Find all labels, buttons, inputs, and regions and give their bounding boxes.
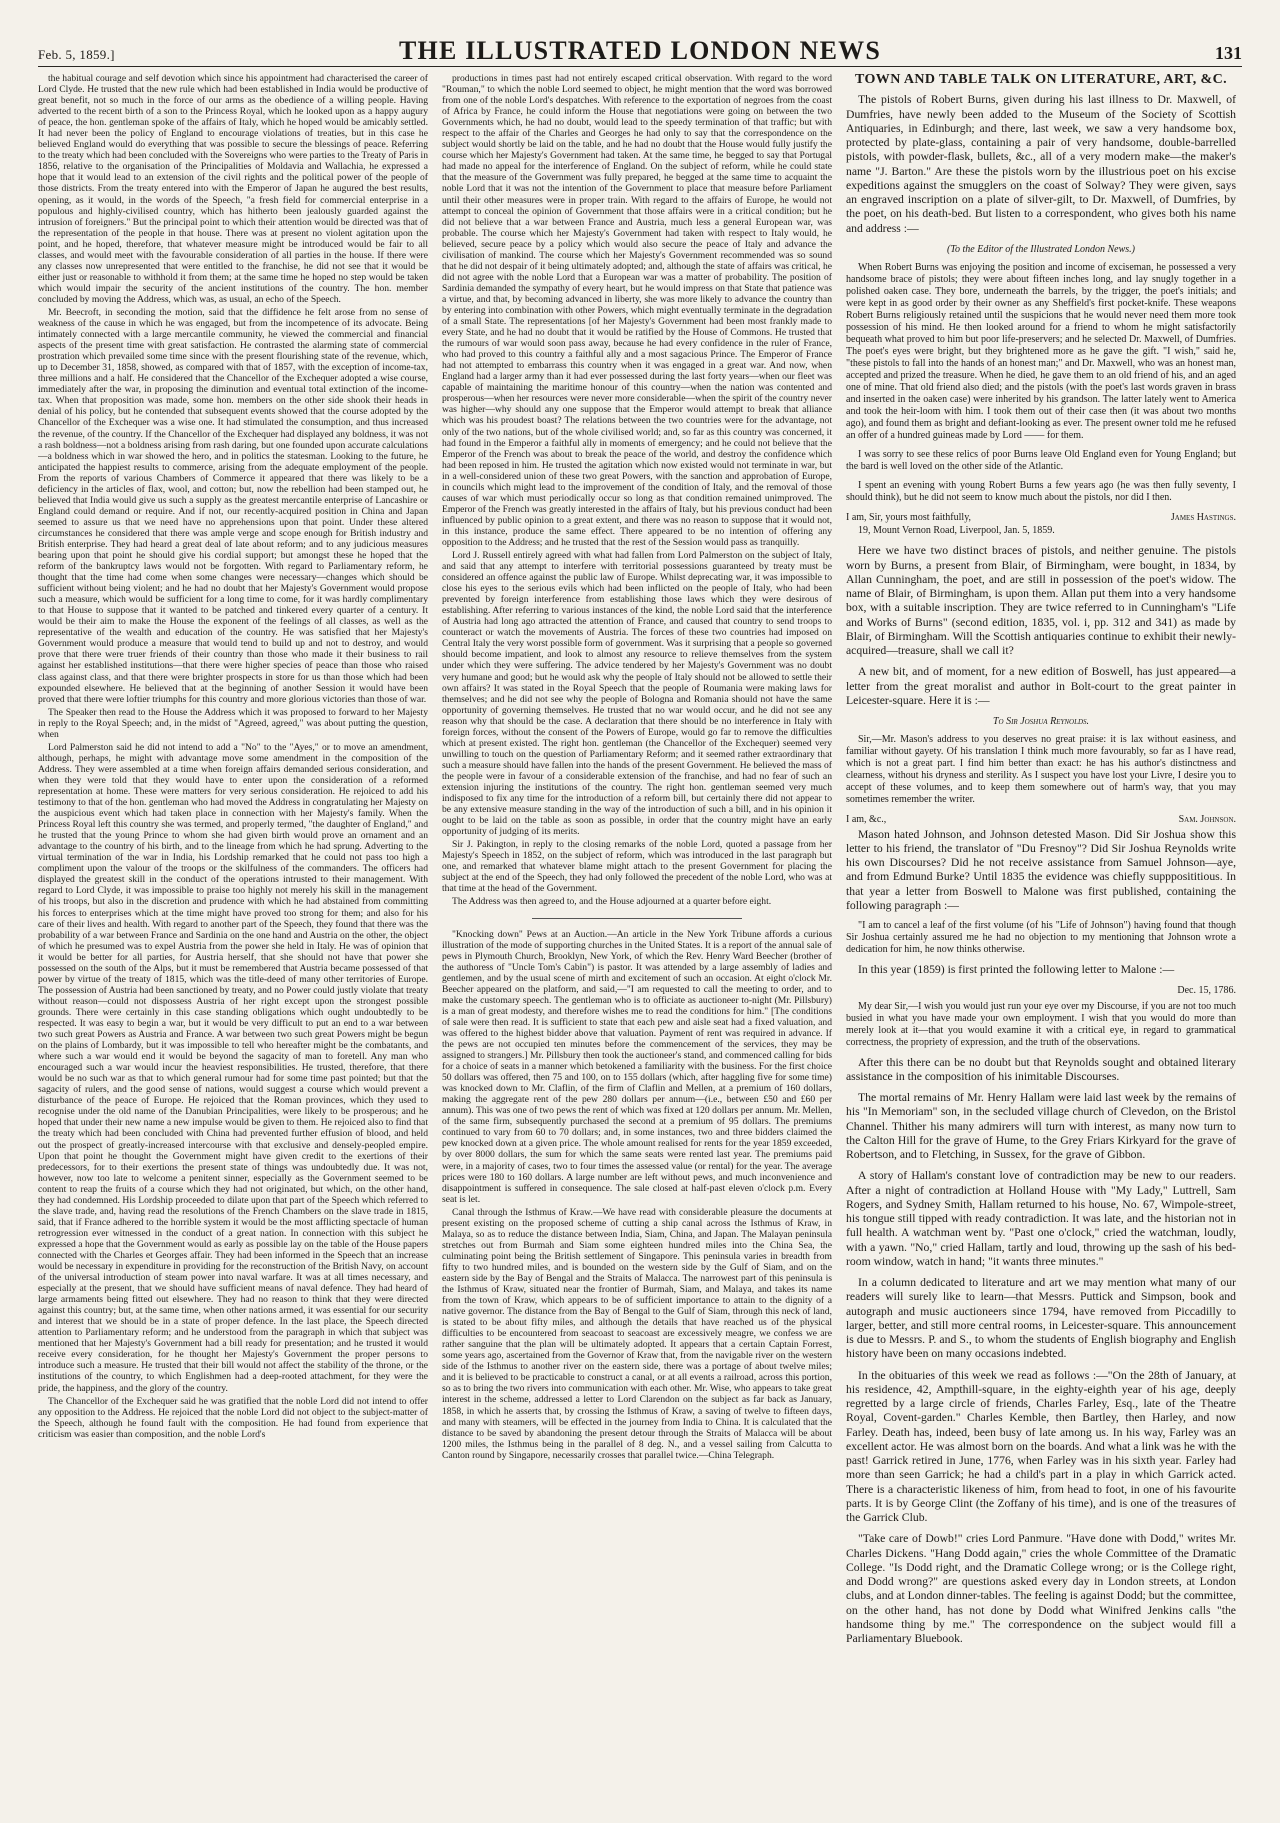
paragraph: The pistols of Robert Burns, given during his last illness to Dr. Maxwell, of Dumfries, have newly been added to the Museum of the Society of Scottish Antiquaries, in Edinburgh; and there, last week, we saw a very handsome box, protected by plate-glass, containing a pair of very handsome, double-barrelled pistols, with powder-flask, bullets, &c., all of a very modern make—the maker's name "J. Barton." Are these the pistols worn by the illustrious poet on his excise expeditions against the smugglers on the coast of Solway? They were given, says an engraved inscription on a plate of silver-gilt, to Dr. Maxwell, of Dumfries, by the poet, on his death-bed. But listen to a correspondent, who gives both his name and address :— xyxy=(846,93,1236,235)
paragraph: After this there can be no doubt but that Reynolds sought and obtained literary assistance in the composition of his inimitable Discourses. xyxy=(846,1055,1236,1083)
letter-paragraph: Sir,—Mr. Mason's address to you deserves no great praise: it is lax without easiness, and familiar without gayety. Of his translation I think much more favourably, so far as I have read, which is not a great part. I find him better than exact: he has his author's distinctness and clearness, without his dryness and sterility. As I suspect you have lost your Livre, I desire you to accept of these volumes, and to keep them somewhere out of harm's way, that you may sometimes remember the writer. xyxy=(846,734,1236,806)
paragraph: Lord J. Russell entirely agreed with what had fallen from Lord Palmerston on the subject of Italy, and said that any attempt to interfere with territorial possessions guaranteed by treaty must be considered an offence against the public law of Europe. Whilst deprecating war, it was impossible to close his eyes to the serious evils which had been inflicted on the people of Italy, who had been prevented by foreign interference from establishing those laws which they were desirous of establishing. After referring to various instances of the kind, the noble Lord said that the interference of Austria had long ago attracted the attention of France, and caused that country to send troops to counteract or watch the movements of Austria. The forces of these two countries had imposed on Central Italy the very worst possible form of government. Was it surprising that a people so governed should become impatient, and look to almost any resource to relieve themselves from the system under which they were suffering. The advice tendered by her Majesty's Government was no doubt very humane and good; but he would ask why the people of Italy should not be allowed to settle their own affairs? It was stated in the Royal Speech that the people of Roumania were making laws for themselves; and he did not see why the people of Bologna and Romania should not have the same opportunity of governing themselves. He trusted that no war would occur, and he did not see any reason why that should be the case. A declaration that there should be no interference in Italy with foreign forces, without the consent of the Powers of Europe, would go far to remove the difficulties which at present existed. The right hon. gentleman (the Chancellor of the Exchequer) seemed very unwilling to touch on the question of Parliamentary Reform; and it seemed rather extraordinary that such a measure should have fallen into the hands of the present Government. He believed the mass of the people were in favour of a considerable extension of the franchise, and had no fear of such an extension injuring the institutions of the country. The right hon. gentleman seemed very much indisposed to fix any time for the introduction of a reform bill, but certainly there did not appear to be any extensive measure standing in the way of the introduction of such a bill, and in his opinion it ought to be laid on the table as soon as possible, in order that the country might have an early opportunity of judging of its merits. xyxy=(442,550,832,838)
quoted-paragraph: "I am to cancel a leaf of the first volume (of his "Life of Johnson") having found that though Sir Joshua certainly assured me he had no objection to my mentioning that Johnson wrote a dedication for him, he now thinks otherwise. xyxy=(846,920,1236,955)
paragraph: "Take care of Dowb!" cries Lord Panmure. "Have done with Dodd," writes Mr. Charles Dickens. "Hang Dodd again," cries the whole Committee of the Dramatic College. "Is Dodd right, and the Dramatic College wrong; or is the College right, and Dodd wrong?" are questions asked every day in London streets, at London clubs, and at London dinner-tables. The feeling is against Dodd; but the committee, on the other hand, has not done by Dodd what Winifred Jenkins calls "the handsome thing by me." The correspondence on the subject would fill a Parliamentary Bluebook. xyxy=(846,1532,1236,1645)
paragraph: In this year (1859) is first printed the following letter to Malone :— xyxy=(858,963,1175,976)
signature-name: Sam. Johnson. xyxy=(1178,814,1236,826)
column-1 xyxy=(38,73,428,1803)
page-number: 131 xyxy=(1215,43,1242,63)
columns xyxy=(38,73,1242,1803)
newspaper-title: THE ILLUSTRATED LONDON NEWS xyxy=(399,36,881,65)
paragraph: The mortal remains of Mr. Henry Hallam were laid last week by the remains of his "In Memoriam" son, in the secluded village church of Clevedon, on the Bristol Channel. Thither his many admirers will turn with interest, as many now turn to the Calton Hill for the grave of Hume, to the Grey Friars Kirkyard for the grave of Robertson, and to Fletching, in Sussex, for the grave of Gibbon. xyxy=(846,1091,1236,1161)
letter-date: Dec. 15, 1786. xyxy=(1177,985,1236,997)
column-2 xyxy=(442,73,832,1803)
letter-paragraph: My dear Sir,—I wish you would just run your eye over my Discourse, if you are not too much busied in what you have made your own employment. I wish that you would do more than merely look at it—that you would examine it with a critical eye, in regard to grammatical correctness, the propriety of expression, and the truth of the observations. xyxy=(846,1000,1236,1048)
paragraph-kraw-canal: Canal through the Isthmus of Kraw.—We have read with considerable pleasure the documents at present existing on the proposed scheme of cutting a ship canal across the Isthmus of Kraw, in Malaya, so as to reduce the distance between India, Siam, China, and Japan. The Malayan peninsula stretches out from Burmah and Siam some eighteen hundred miles into the China Sea, the culminating point being the British settlement of Singapore. This peninsula varies in breadth from fifty to two hundred miles, and is bounded on the western side by the Gulf of Siam, and on the eastern side by the Bay of Bengal and the Straits of Malacca. The narrowest part of this peninsula is the Isthmus of Kraw, situated near the frontier of Burmah, Siam, and Malaya, and takes its name from the town of Kraw, which appears to be of sufficient importance to attain to the dignity of a native governor. The distance from the Bay of Bengal to the Gulf of Siam, through this neck of land, is stated to be about fifty miles, and although the details that have reached us of the physical difficulties to be encountered from seacoast to seacoast are excessively meagre, we confess we are rather sanguine that the plan will be ultimately adopted. It appears that a certain Captain Forrest, some years ago, ascertained from the Governor of Kraw that, from the navigable river on the western side of the Isthmus to another river on the eastern side, there was a portage of about twelve miles; and it is believed to be practicable to construct a canal, or at all events a railroad, across this portion, so as to bring the two rivers into communication with each other. Mr. Wise, who appears to take great interest in the scheme, addressed a letter to Lord Clarendon on the subject as far back as January, 1858, in which he asserts that, by crossing the Isthmus of Kraw, a saving of twelve to fifteen days, and many with steamers, will be effected in the journey from India to China. It is calculated that the distance to be saved by abandoning the present detour through the Straits of Malacca will be about 1200 miles, the Isthmus being in the parallel of 8 deg. N., and a vessel sailing from Calcutta to Canton round by Singapore, necessarily crosses that parallel twice.—China Telegraph. xyxy=(442,1206,832,1461)
paragraph: In a column dedicated to literature and art we may mention what many of our readers will surely like to learn—that Messrs. Puttick and Simpson, book and autograph and music auctioneers since 1794, have removed from Piccadilly to larger, better, and still more central rooms, in Leicester-square. This announcement is due to Messrs. P. and S., to whom the students of English biography and English history have been on many occasions indebted. xyxy=(846,1276,1236,1361)
paragraph: The Speaker then read to the House the Address which it was proposed to forward to her Majesty in reply to the Royal Speech; and, in the midst of "Agreed, agreed," was about putting the question, when xyxy=(38,706,428,740)
letter-heading: To Sir Joshua Reynolds. xyxy=(992,716,1090,727)
paragraph: The Address was then agreed to, and the House adjourned at a quarter before eight. xyxy=(452,896,772,908)
paragraph: Mason hated Johnson, and Johnson detested Mason. Did Sir Joshua show this letter to his friend, the translator of "Du Fresnoy"? Did Sir Joshua Reynolds write his own Discourses? Did he not receive assistance from Samuel Johnson—aye, and from Edmund Burke? Until 1835 the evidence was chiefly suppposititious. In that year a letter from Boswell to Malone was first published, containing the following paragraph :— xyxy=(846,827,1236,912)
paragraph: A new bit, and of moment, for a new edition of Boswell, has just appeared—a letter from the great moralist and author in Bolt-court to the great painter in Leicester-square. Here it is :— xyxy=(846,665,1236,707)
paragraph-pews-auction: "Knocking down" Pews at an Auction.—An article in the New York Tribune affords a curious illustration of the mode of supporting churches in the United States. It is a report of the annual sale of pews in Plymouth Church, Brooklyn, New York, of which the Rev. Henry Ward Beecher (brother of the authoress of "Uncle Tom's Cabin") is pastor. It was attended by a large assembly of ladies and gentlemen, and by the usual scene of mirth and excitement of such an occasion. At eight o'clock Mr. Beecher appeared on the platform, and said,—"I am requested to call the meeting to order, and to make the customary speech. The gentleman who is to officiate as auctioneer to-night (Mr. Pillsbury) is a man of great modesty, and therefore wishes me to read the conditions for him." [The conditions of sale were then read. It is sufficient to state that each pew and aisle seat had a fixed valuation, and was offered to the highest bidder above that valuation. Payment of rent was required in advance. If the pews are not occupied ten minutes before the commencement of the services, they may be assigned to strangers.] Mr. Pillsbury then took the auctioneer's stand, and commenced calling for bids for a choice of seats in a manner which betokened a familiarity with the business. For the first choice 50 dollars was offered, then 75 and 100, on to 155 dollars (which, after haggling five for some time) was knocked down to Mr. Claflin, of the firm of Claflin and Mellen, at a premium of 160 dollars, making the aggregate rent of the pew 280 dollars per annum—(i.e., between £50 and £60 per annum). This was one of two pews the rent of which was fixed at 120 dollars per annum. Mr. Mellen, of the same firm, subsequently purchased the second at a premium of 95 dollars. The premiums continued to vary from 60 to 70 dollars; and, in some instances, two and three bidders claimed the pew knocked down at a given price. The whole amount realised for rents for the year 1859 exceeded, by over 8000 dollars, the sum for which the same seats were rented last year. The premiums paid were, in a majority of cases, two to four times the assessed value (or rental) for the year. The average prices were 180 to 160 dollars. A large number are left without pews, and much inconvenience and disappointment is suffered in consequence. The sale closed at half-past eleven o'clock p.m. Every seat is let. xyxy=(442,928,832,1205)
column-3 xyxy=(846,73,1236,1803)
paragraph: Lord Palmerston said he did not intend to add a "No" to the "Ayes," or to move an amendment, although, perhaps, he might with advantage move some amendment in the composition of the Address. They were assembled at a time when foreign affairs demanded serious consideration, and when they were told that they would have to enter upon the consideration of a reformed representation at home. These were matters for very serious consideration. He rejoiced to add his testimony to that of the hon. gentleman who had moved the Address in congratulating her Majesty on the auspicious event which had taken place in connection with her Majesty's family. When the Princess Royal left this country she was termed, and properly termed, "the daughter of England," and he trusted that the young Prince to whom she had given birth would prove an ornament and an advantage to the country of his birth, and to the lineage from which he had sprung. Adverting to the virtual termination of the war in India, his Lordship remarked that he could not pass too high a compliment upon the valour of the troops or the skilfulness of the commanders. The officers had displayed the greatest skill in the conduct of the operations intrusted to their management. With regard to Lord Clyde, it was impossible to praise too highly not merely his skill in the management of his troops, but also in the discretion and prudence with which he had abstained from committing his forces to enterprises which at the time might have proved too strong for them; and also for his care of their lives and health. With regard to another part of the Speech, they found that there was the probability of a war between France and Sardinia on the one hand and Austria on the other, the object of which he presumed was to expel Austria from the power she held in Italy. He was of opinion that it would be better for all parties, for Austria herself, that she should not have that power she possessed on the south of the Alps, but it must be remembered that Austria became possessed of that power by virtue of the treaty of 1815, which was the title-deed of many other territories of Europe. The possession of Austria had been sanctioned by treaty, and no Power could justly violate that treaty without reason—could not dispossess Austria of her right except upon the strongest possible grounds. There were certainly in this case standing obligations which ought undoubtedly to be respected. It was easy to begin a war, but it would be very difficult to put an end to a war between two such great Powers as Austria and France. A war between two such great Powers might be begun on the plains of Lombardy, but it was impossible to tell who hereafter might be the combatants, and where such a war would end it would be beyond the sagacity of man to foretell. Any man who encouraged such a war would incur the heaviest responsibilities. He trusted, therefore, that there would be no such war as that to which general rumour had for some time past pointed; but that the sagacity of rulers, and the good sense of nations, would suggest a course which would prevent a disturbance of the peace of Europe. He rejoiced that the Roman provinces, which they used to recognise under the old name of the Danubian Principalities, were likely to be prosperous; and he hoped that under their new name a new impulse would be given to them. He rejoiced also to find that the treaty which had been concluded with China had prevented further effusion of blood, and held out the prospect of greatly-increased intercourse with that exclusive and densely-peopled empire. Upon that point he thought the Government might have given credit to the exertions of their predecessors, for to their exertions the present state of things was undoubtedly due. It was not, however, now too late to welcome a penitent sinner, especially as the Government seemed to be content to reap the fruits of a course which they had not originated, but which, on the other hand, they had condemned. His Lordship proceeded to dilate upon that part of the Speech which referred to the slave trade, and, having read the resolutions of the French Chambers on the slave trade in 1815, said, that if France adhered to the horrible system it would be the most afflicting spectacle of human retrogression ever witnessed in the conduct of a great nation. In connection with this subject he expressed a hope that the Government would as early as possible lay on the table of the House papers connected with the Charles et Georges affair. They had been informed in the Speech that an increase would be necessary in expenditure in providing for the reconstruction of the British Navy, on account of the universal introduction of steam power into naval warfare. It was at all times necessary, and especially at the present, that we should have sufficient means of naval defence. They had heard of large armaments being fitted out elsewhere. They had no reason to think that they were directed against this country; but, at the same time, when other nations armed, it was essential for our security and interest that we should be in a state of proper defence. In the last place, the Speech directed attention to Parliamentary reform; and he understood from the paragraph in which that subject was mentioned that her Majesty's Government had a bill ready for presentation; and he trusted it would receive every consideration, for he thought her Majesty's Government the proper persons to introduce such a measure. He trusted that their bill would not affect the stability of the throne, or the institutions of the country, to which Englishmen had a deep-rooted attachment, for they were the pride, the happiness, and the glory of the country. xyxy=(38,741,428,1394)
masthead xyxy=(38,36,1242,67)
paragraph: the habitual courage and self devotion which since his appointment had characterised the career of Lord Clyde. He trusted that the new rule which had been established in India would be productive of great benefit, not so much in the force of our arms as the obedience of a willing people. Having adverted to the recent birth of a son to the Princess Royal, which he looked upon as a happy augury of peace, the hon. gentleman spoke of the affairs of Italy, which he hoped would be amicably settled. It had never been the policy of England to encourage violations of treaties, but in this case he believed England would do everything that was possible to secure the blessings of peace. Referring to the treaty which had been concluded with the Sovereigns who were parties to the Treaty of Paris in 1856, relative to the organisation of the Principalities of Moldavia and Wallachia, he expressed a hope that it would lead to an extension of the civil rights and the political power of the people of those districts. From the treaty entered into with the Emperor of Japan he augured the best results, opening, as it would, in the words of the Speech, "a fresh field for commercial enterprise in a populous and highly-civilised country, which has hitherto been jealously guarded against the intrusion of foreigners." But the principal point to which their attention would be directed was that of the representation of the people in that house. There was at present no violent agitation upon the point, and he hoped, therefore, that whatever measure might be introduced would be fair to all classes, and would meet with the favourable consideration of all parties in the house. If there were any classes now unrepresented that were entitled to the franchise, he did not see that it would be either just or reasonable to withhold it from them; at the same time he hoped no step would be taken which would impair the security of the ancient institutions of the country. The hon. member concluded by moving the Address, which was, as usual, an echo of the Speech. xyxy=(38,73,428,305)
paragraph: A story of Hallam's constant love of contradiction may be new to our readers. After a night of contradiction at Holland House with "My Lady," Luttrell, Sam Rogers, and Sydney Smith, Hallam returned to his house, No. 67, Wimpole-street, his tongue still tipped with ready contradiction. It was late, and the historian not in full health. A watchman went by. "Past one o'clock," cried the watchman, loudly, with a yawn. "No," cried Hallam, tartly and loud, throwing up the sash of his bed-room window, watch in hand; "it wants three minutes." xyxy=(846,1169,1236,1268)
paragraph: The Chancellor of the Exchequer said he was gratified that the noble Lord did not intend to offer any opposition to the Address. He rejoiced that the noble Lord did not object to the subject-matter of the Speech, although he found fault with the composition. He had found from experience that criticism was easier than composition, and the noble Lord's xyxy=(38,1395,428,1440)
section-divider xyxy=(532,918,742,919)
paragraph: productions in times past had not entirely escaped critical observation. With regard to the word "Rouman," to which the noble Lord seemed to object, he might mention that the word was borrowed from one of the noble Lord's despatches. With reference to the exportation of negroes from the coast of Africa by France, he could inform the House that negotiations were going on between the two Governments which, he had no doubt, would lead to the speedy termination of that traffic; but with respect to the affair of the Charles and Georges he had only to say that the correspondence on the subject would shortly be laid on the table, and he had no doubt that the House would fully justify the course which her Majesty's Government had taken. At the same time, he begged to say that Portugal had made no appeal for the interference of England. On the subject of reform, while he could state that the measure of the Government was fully prepared, he begged at the same time to acquaint the noble Lord that it was not the intention of the Government to place that measure before Parliament until their other measures were in proper train. With regard to the affairs of Europe, he would not attempt to conceal the opinion of Government that those affairs were in a critical condition; but he did not believe that a war between France and Austria, much less a general European war, was probable. The course which her Majesty's Government had taken with respect to Italy would, he believed, secure peace by a policy which would also secure the peace of Italy and advance the civilisation of mankind. The course which her Majesty's Government recommended was so sound that he did not despair of it being ultimately adopted; and, although the state of affairs was critical, he did not agree with the noble Lord that a European war was a matter of probability. The position of Sardinia demanded the sympathy of every heart, but he would impress on that State that patience was a virtue, and that, by becoming advanced in liberty, she was more likely to advance the country than by entering into combination with other Powers, which might eventually terminate in the degradation of a small State. The representations [of her Majesty's Government had been most frankly made to every State, and he had no doubt that it would be ratified by the House of Commons. He trusted that the rumours of war would soon pass away, because he had every confidence in the ruler of France, who had proved to this country a faithful ally and a most sagacious Prince. The Emperor of France had not attempted to embarrass this country when it was engaged in a great war. And now, when England had a larger army than it had ever possessed during the last forty years—when our fleet was capable of maintaining the maritime honour of this country—when the nation was contented and prosperous—when her resources were never more considerable—when the spirit of the country never was higher—why should any one suppose that the Emperor would attempt to break that alliance which was his proudest boast? The relations between the two countries were for the advantage, not only of the two nations, but of the whole civilised world; and, so far as this country was concerned, it had found in the Emperor a faithful ally in moments of emergency; and he could not believe that the Emperor of the French was about to break the peace of the world, and destroy the confidence which had been reposed in him. He trusted the agitation which now existed would not terminate in war, but in a well-considered union of these two great Powers, with the sanction and approbation of Europe, in councils which might lead to the improvement of the condition of Italy, and the removal of those causes of war which must periodically occur so long as that condition remained unimproved. The Emperor of the French was greatly interested in the affairs of Italy, but his previous conduct had been influenced by public opinion to a great extent, and there was no reason to suppose that it would not, in this instance, produce the same effect. There appeared to be no intention of offering any opposition to the Address; and he trusted that the rest of the Session would pass as tranquilly. xyxy=(442,73,832,548)
letter-signature xyxy=(846,813,1236,827)
issue-date: Feb. 5, 1859.] xyxy=(38,47,115,62)
letter-paragraph: I spent an evening with young Robert Burns a few years ago (he was then fully seventy, I should think), but he did not seem to know much about the pistols, nor did I then. xyxy=(846,480,1236,503)
signature-closing: I am, Sir, yours most faithfully, xyxy=(846,512,972,523)
signature-name: James Hastings. xyxy=(1170,512,1236,523)
letter-signature xyxy=(846,511,1236,525)
letter-paragraph: I was sorry to see these relics of poor Burns leave Old England even for Young England; but the bard is well loved on the other side of the Atlantic. xyxy=(846,449,1236,472)
paragraph: Mr. Beecroft, in seconding the motion, said that the diffidence he felt arose from no sense of weakness of the cause in which he was engaged, but from the incompetence of its advocate. Being intimately connected with a large mercantile community, he viewed the commercial and financial aspects of the present time with great satisfaction. He contrasted the alarming state of commercial prostration which prevailed some time since with the present flourishing state of the revenue, which, up to December 31, 1858, showed, as compared with that of 1857, with the exception of income-tax, three millions and a half. He considered that the Chancellor of the Exchequer adopted a wise course, immediately after the war, in proposing the diminution and eventual total extinction of the income-tax. When that proposition was made, some hon. members on the other side shook their heads in denial of his policy, but he contended that subsequent events showed that the course adopted by the Chancellor of the Exchequer was a wise one. It had stimulated the consumption, and thus increased the revenue, of the country. If the Chancellor of the Exchequer had displayed any boldness, it was not a rash boldness—not a boldness arising from rash daring, but one founded upon accurate calculations—a boldness which in war showed the hero, and in politics the statesman. Looking to the future, he anticipated the happiest results to commerce, arising from the adequate employment of the people. From the reports of various Chambers of Commerce it appeared that there was likely to be a deficiency in the articles of flax, wool, and cotton; but, now the rebellion had been stamped out, he believed that India would give us such a supply as the greatest mercantile enterprise of Lancashire or England could demand or require. And if not, our recently-acquired position in China and Japan seemed to assure us that we need have no apprehensions upon that point. Under these altered circumstances he considered that there was ample verge and scope enough for British industry and British enterprise. They had heard a great deal of late about reform; and to any judicious measures bearing upon that point he should give his cordial support; but amongst these he hoped that the reform of the bankruptcy laws would not be forgotten. With regard to Parliamentary reform, he thought that the time had come when some changes were necessary—changes which should be sufficient without being violent; and he had no doubt that her Majesty's Government would propose such a measure, which would be sufficient for a long time to come, for it was hardly complimentary to that House to suppose that it wanted to be patched and tinkered every quarter of a century. It would be their aim to make the House the exponent of the feelings of all classes, as well as the representative of the wealth and education of the country. He was satisfied that her Majesty's Government would produce a measure that would tend to build up and not to destroy, and would prove that there were truer friends of their country than those who made it their business to rail against her established institutions—that there were higher species of peace than those who raised class against class, and that there were brighter prospects in store for us than those which had been expounded elsewhere. He believed that at the beginning of another Session it would have been proved that there were loftier triumphs for this country and more glorious victories than those of war. xyxy=(38,306,428,705)
paragraph: Sir J. Pakington, in reply to the closing remarks of the noble Lord, quoted a passage from her Majesty's Speech in 1852, on the subject of reform, which was introduced in the last paragraph but one, and remarked that whatever blame might attach to the present Government for placing the subject at the end of the Speech, they had only followed the precedent of the noble Lord, who was at that time at the head of the Government. xyxy=(442,839,832,895)
signature-closing: I am, &c., xyxy=(846,814,887,826)
paragraph: Here we have two distinct braces of pistols, and neither genuine. The pistols worn by Burns, a present from Blair, of Birmingham, were bought, in 1834, by Allan Cunningham, the poet, and are still in possession of the poet's widow. The name of Blair, of Birmingham, is upon them. Allan put them into a very handsome box, with a suitable inscription. They are twice referred to in Cunningham's "Life and Works of Burns" (second edition, 1835, vol. i, pp. 312 and 341) as made by Blair, of Birmingham. Will the Scottish antiquaries continue to exhibit their newly-acquired—treasure, shall we call it? xyxy=(846,544,1236,657)
letter-address: 19, Mount Vernon Road, Liverpool, Jan. 5, 1859. xyxy=(858,525,1055,537)
paragraph: In the obituaries of this week we read as follows :—"On the 28th of January, at his residence, 42, Ampthill-square, in the eighty-eighth year of his age, deeply regretted by a large circle of friends, Charles Farley, Esq., late of the Theatre Royal, Covent-garden." Charles Kemble, then Bartley, then Harley, and now Farley. Death has, indeed, been busy of late among us. In his way, Farley was an excellent actor. He was almost born on the boards. And what a link was he with the past! Garrick retired in June, 1776, when Farley was in his sixth year. Farley had more than seen Garrick; he had a child's part in a play in which Garrick acted. There is a characteristic likeness of him, from head to foot, in one of his favourite parts. It is by George Clint (the Zoffany of his time), and is one of the treasures of the Garrick Club. xyxy=(846,1368,1236,1524)
letter-paragraph: When Robert Burns was enjoying the position and income of exciseman, he possessed a very handsome brace of pistols; they were about fifteen inches long, and lay snugly together in a polished oaken case. They bore, underneath the barrels, by the trigger, the poet's initials; and were kept in as good order by their owner as any Sheffield's first pocket-knife. These weapons Robert Burns religiously retained until the suspicions that he would never need them more took possession of his mind. He then looked around for a friend to whom he might satisfactorily bequeath what proved to him but poor life-preservers; and he selected Dr. Maxwell, of Dumfries. The poet's eyes were bright, but they brightened more as he gave the gift. "I wish," said he, "these pistols to fall into the hands of an honest man;" and Dr. Maxwell, who was an honest man, accepted and prized the treasure. When he died, he gave them to an old friend of his, and an aged one of mine. That old friend also died; and the pistols (with the poet's last words graven in brass and inserted in the oaken case) were inherited by his grandson. The latter lately went to America and took the heir-loom with him. I took them out of their case then (it was about two months ago), and found them as bright and defiant-looking as ever. The present owner told me he refused an offer of a hundred guineas made by Lord —— for them. xyxy=(846,262,1236,441)
letter-heading: (To the Editor of the Illustrated London News.) xyxy=(947,243,1135,255)
section-heading: TOWN AND TABLE TALK ON LITERATURE, ART, &C. xyxy=(855,73,1227,87)
